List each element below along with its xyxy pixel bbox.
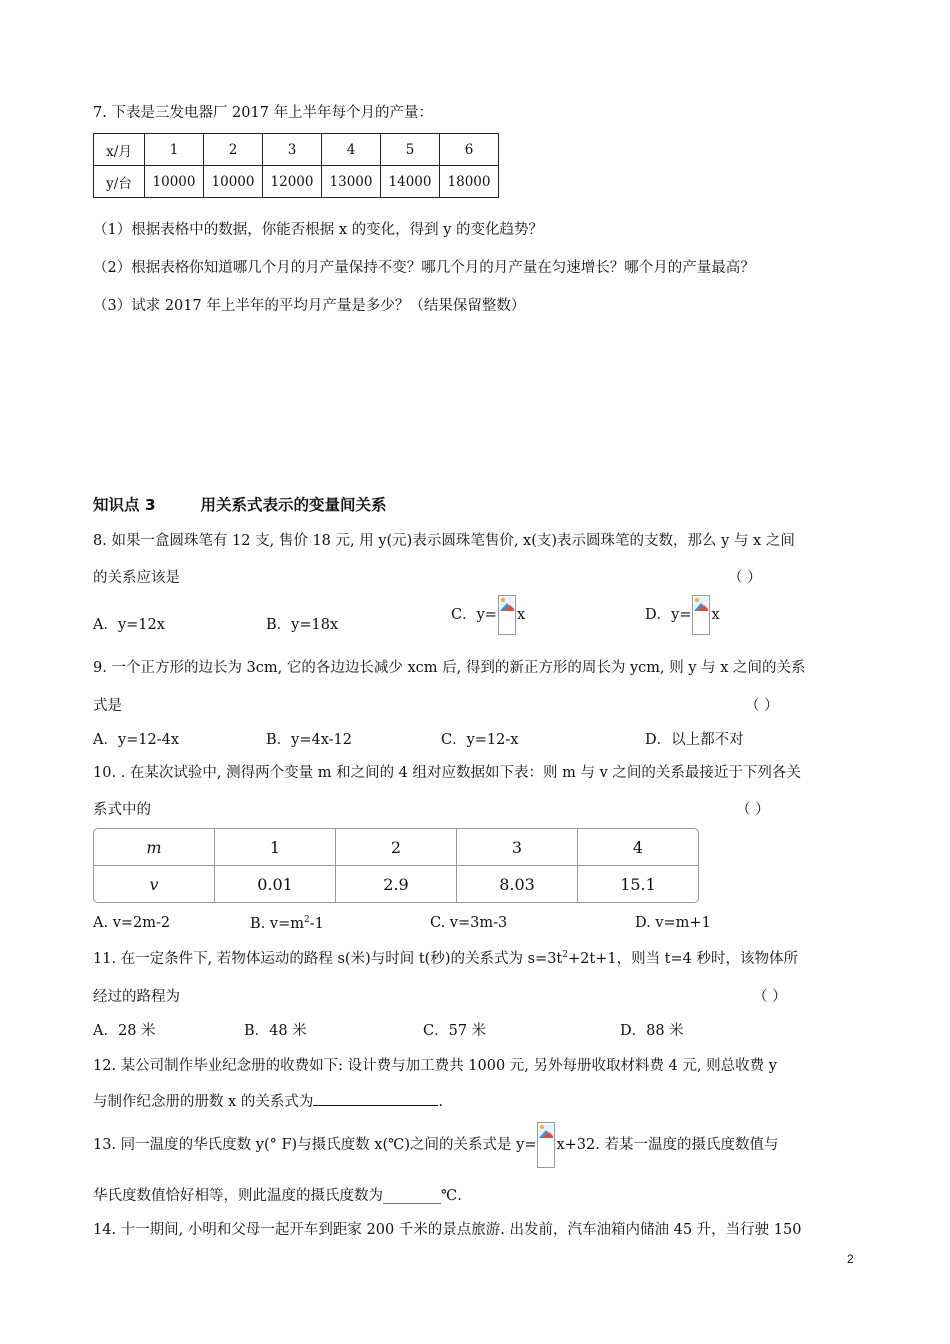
table-cell: 18000 — [440, 166, 499, 198]
table-cell: 2.9 — [336, 866, 457, 902]
q11-line1-post: +2t+1，则当 t=4 秒时，该物体所 — [568, 951, 798, 967]
q10-data-table — [93, 828, 699, 903]
table-cell: 14000 — [381, 166, 440, 198]
table-cell: 1 — [215, 829, 336, 866]
table-cell: 2 — [336, 829, 457, 866]
table-cell: 0.01 — [215, 866, 336, 902]
q12-line2 — [93, 1090, 443, 1111]
answer-blank — [313, 1091, 438, 1106]
section-title: 用关系式表示的变量间关系 — [200, 496, 387, 514]
fraction-image-icon — [692, 595, 710, 635]
q8-line2: 的关系应该是 — [93, 570, 180, 586]
q12-line2-pre: 与制作纪念册的册数 x 的关系式为 — [93, 1094, 314, 1110]
q7-sub2: （2）根据表格你知道哪几个月的月产量保持不变？哪几个月的月产量在匀速增长？哪个月的产量最高？ — [93, 260, 755, 276]
q11-line1-pre: 11. 在一定条件下, 若物体运动的路程 s(米)与时间 t(秒)的关系式为 s=3t — [93, 951, 563, 967]
q10-line1: 10. . 在某次试验中, 测得两个变量 m 和之间的 4 组对应数据如下表：则 m 与 v 之间的关系最接近于下列各关 — [93, 765, 801, 781]
q13-line1 — [93, 1122, 778, 1168]
q12-line1: 12. 某公司制作毕业纪念册的收费如下: 设计费与加工费共 1000 元, 另外每册收取材料费 4 元, 则总收费 y — [93, 1058, 777, 1074]
q11-option-b: B．48 米 — [244, 1023, 307, 1039]
table-cell: 10000 — [204, 166, 263, 198]
q10-option-c: C. v=3m-3 — [430, 915, 508, 931]
q13-line1-post: x+32. 若某一温度的摄氏度数值与 — [556, 1137, 779, 1153]
table-cell: 3 — [457, 829, 578, 866]
q7-title: 7. 下表是三发电器厂 2017 年上半年每个月的产量： — [93, 105, 434, 121]
q8-option-c — [451, 595, 525, 635]
q8-answer-paren: （ ） — [728, 570, 762, 586]
table-row — [94, 866, 698, 902]
q11-option-c: C．57 米 — [423, 1023, 487, 1039]
q10-option-d: D. v=m+1 — [635, 915, 711, 931]
table-cell: 3 — [263, 134, 322, 166]
table-cell: 2 — [204, 134, 263, 166]
q10-line2: 系式中的 — [93, 802, 151, 818]
table-cell: 12000 — [263, 166, 322, 198]
q11-option-a: A．28 米 — [93, 1023, 156, 1039]
q11-answer-paren: （ ） — [753, 989, 787, 1005]
q10-option-a: A. v=2m-2 — [93, 915, 171, 931]
q11-option-d: D．88 米 — [620, 1023, 684, 1039]
q13-line1-pre: 13. 同一温度的华氏度数 y(° F)与摄氏度数 x(℃)之间的关系式是 y= — [93, 1137, 537, 1153]
table-cell: v — [94, 866, 215, 902]
q7-production-table — [93, 133, 499, 198]
q12-line2-post: . — [438, 1094, 444, 1110]
fraction-image-icon — [537, 1122, 555, 1168]
table-cell: 10000 — [145, 166, 204, 198]
q8-option-c-pre: C．y= — [451, 607, 497, 623]
section-label: 知识点 3 — [93, 496, 156, 514]
table-cell: 15.1 — [620, 874, 656, 894]
table-row — [94, 166, 499, 198]
q7-sub1: （1）根据表格中的数据，你能否根据 x 的变化，得到 y 的变化趋势？ — [93, 222, 544, 238]
q8-line1: 8. 如果一盒圆珠笔有 12 支, 售价 18 元, 用 y(元)表示圆珠笔售价, x(支)表示圆珠笔的支数，那么 y 与 x 之间 — [93, 533, 795, 549]
section-heading — [93, 493, 387, 515]
page-number: 2 — [847, 1252, 854, 1266]
q9-line1: 9. 一个正方形的边长为 3cm, 它的各边边长减少 xcm 后, 得到的新正方形的周长为 ycm, 则 y 与 x 之间的关系 — [93, 660, 806, 676]
q9-line2: 式是 — [93, 698, 122, 714]
q11-line1-sup: 2 — [562, 950, 568, 961]
q10-option-b-pre: B. v=m — [250, 915, 304, 932]
table-cell: 13000 — [322, 166, 381, 198]
q9-option-c: C．y=12-x — [441, 732, 519, 748]
q14-line1: 14. 十一期间, 小明和父母一起开车到距家 200 千米的景点旅游. 出发前，汽车油箱内储油 45 升，当行驶 150 — [93, 1222, 802, 1238]
table-cell: 5 — [381, 134, 440, 166]
q8-option-d-pre: D．y= — [645, 607, 692, 623]
q9-option-a: A．y=12-4x — [93, 732, 180, 748]
q10-answer-paren: （ ） — [736, 802, 770, 818]
table-cell: 8.03 — [457, 866, 578, 902]
q10-option-b-sup: 2 — [303, 915, 310, 925]
table-cell: 4 — [322, 134, 381, 166]
q10-option-b — [250, 915, 324, 932]
table-cell: 4 — [578, 829, 698, 866]
table-cell: 1 — [145, 134, 204, 166]
table-cell: x/月 — [94, 134, 145, 166]
fraction-image-icon — [498, 595, 516, 635]
q7-sub3: （3）试求 2017 年上半年的平均月产量是多少？（结果保留整数） — [93, 298, 526, 314]
table-row — [94, 134, 499, 166]
q9-option-b: B．y=4x-12 — [266, 732, 352, 748]
q11-line2: 经过的路程为 — [93, 989, 180, 1005]
q9-option-d: D．以上都不对 — [645, 732, 744, 748]
table-row — [94, 829, 698, 866]
table-cell: m — [94, 829, 215, 866]
q8-option-a: A．y=12x — [93, 617, 165, 633]
q8-option-b: B．y=18x — [266, 617, 339, 633]
q8-option-d — [645, 595, 720, 635]
q8-option-d-post: x — [711, 607, 720, 623]
q9-answer-paren: （ ） — [745, 698, 779, 714]
q13-line2: 华氏度数值恰好相等，则此温度的摄氏度数为________℃. — [93, 1188, 462, 1204]
q8-option-c-post: x — [516, 607, 526, 623]
table-cell: 6 — [440, 134, 499, 166]
table-cell: y/台 — [94, 166, 145, 198]
q10-option-b-post: -1 — [309, 915, 324, 932]
q11-line1 — [93, 947, 798, 968]
